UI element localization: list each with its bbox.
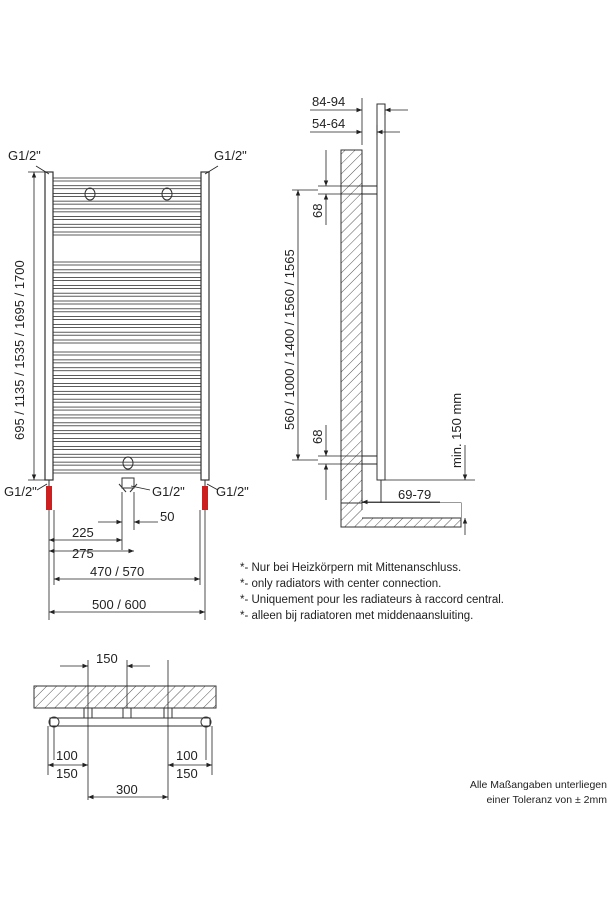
- label-dim-centers: 560 / 1000 / 1400 / 1560 / 1565: [282, 249, 297, 430]
- rung: [53, 285, 201, 288]
- rung: [53, 324, 201, 327]
- rung: [53, 193, 201, 196]
- rung: [53, 232, 201, 235]
- rung: [53, 270, 201, 273]
- rung: [53, 446, 201, 449]
- tolerance-line-1: Alle Maßangaben unterliegen: [469, 779, 607, 791]
- rung: [53, 201, 201, 204]
- note-de: *- Nur bei Heizkörpern mit Mittenanschluss.: [240, 562, 462, 574]
- radiator-plan: [50, 718, 210, 726]
- radiator-side: [377, 104, 385, 480]
- label-dim-150-top: 150: [96, 651, 118, 666]
- left-post: [45, 172, 53, 480]
- notes-block: [240, 560, 504, 624]
- label-dim-69-79: 69-79: [398, 487, 432, 502]
- label-dim-84-94: 84-94: [312, 94, 346, 109]
- label-dim-275: 275: [72, 546, 94, 561]
- label-g12-top-right: G1/2": [214, 148, 247, 163]
- rung: [53, 340, 201, 343]
- bracket-bottom: [362, 456, 377, 464]
- label-dim-500-600: 500 / 600: [92, 597, 147, 612]
- label-dim-54-64: 54-64: [312, 116, 346, 131]
- wall-clip-bottom: [123, 457, 133, 469]
- rung: [53, 439, 201, 442]
- label-height: 695 / 1135 / 1535 / 1695 / 1700: [12, 260, 27, 440]
- bottom-view: [34, 686, 216, 727]
- rung: [53, 423, 201, 426]
- rung: [53, 309, 201, 312]
- front-view: [45, 172, 209, 492]
- rung: [53, 278, 201, 281]
- rung: [53, 262, 201, 265]
- label-dim-470-570: 470 / 570: [90, 564, 145, 579]
- note-fr: *- Uniquement pour les radiateurs à raccord central.: [240, 594, 504, 606]
- rung: [53, 462, 201, 465]
- note-en: *- only radiators with center connection.: [240, 578, 442, 590]
- rung: [53, 383, 201, 386]
- label-dim-100-left: 100: [56, 748, 78, 763]
- wall-clip-right: [162, 188, 172, 200]
- rung: [53, 368, 201, 371]
- rung: [53, 399, 201, 402]
- note-nl: *- alleen bij radiatoren met middenaansluiting.: [240, 610, 474, 622]
- label-g12-top-left: G1/2": [8, 148, 41, 163]
- label-dim-68-top: 68: [310, 203, 325, 218]
- wall-section: [341, 150, 362, 503]
- bracket-top: [362, 186, 377, 194]
- wall-clip-left: [85, 188, 95, 200]
- label-dim-min150: min. 150 mm: [449, 392, 464, 468]
- rung: [53, 178, 201, 181]
- rung: [53, 217, 201, 220]
- rung: [53, 293, 201, 296]
- valve-left: [46, 486, 52, 510]
- label-dim-150-right: 150: [176, 766, 198, 781]
- label-dim-100-right: 100: [176, 748, 198, 763]
- rung: [53, 332, 201, 335]
- rung: [53, 186, 201, 189]
- rungs: [53, 178, 201, 473]
- wall-plan: [34, 686, 216, 708]
- side-view: [341, 104, 461, 527]
- rung: [53, 376, 201, 379]
- label-g12-bottom-center: G1/2": [152, 484, 185, 499]
- valve-right: [202, 486, 208, 510]
- rung: [53, 470, 201, 473]
- rung: [53, 360, 201, 363]
- label-g12-bottom-left: G1/2": [4, 484, 37, 499]
- rung: [53, 431, 201, 434]
- right-post: [201, 172, 209, 480]
- label-dim-150-left: 150: [56, 766, 78, 781]
- rung: [53, 209, 201, 212]
- rung: [53, 391, 201, 394]
- tolerance-note: [470, 778, 607, 808]
- rung: [53, 224, 201, 227]
- rung: [53, 317, 201, 320]
- rung: [53, 301, 201, 304]
- label-dim-225: 225: [72, 525, 94, 540]
- label-dim-50: 50: [160, 509, 175, 524]
- label-dim-300: 300: [116, 782, 138, 797]
- label-g12-bottom-right: G1/2": [216, 484, 249, 499]
- rung: [53, 415, 201, 418]
- rung: [53, 352, 201, 355]
- tolerance-line-2: einer Toleranz von ± 2mm: [486, 794, 607, 806]
- label-dim-68-bottom: 68: [310, 429, 325, 444]
- rung: [53, 407, 201, 410]
